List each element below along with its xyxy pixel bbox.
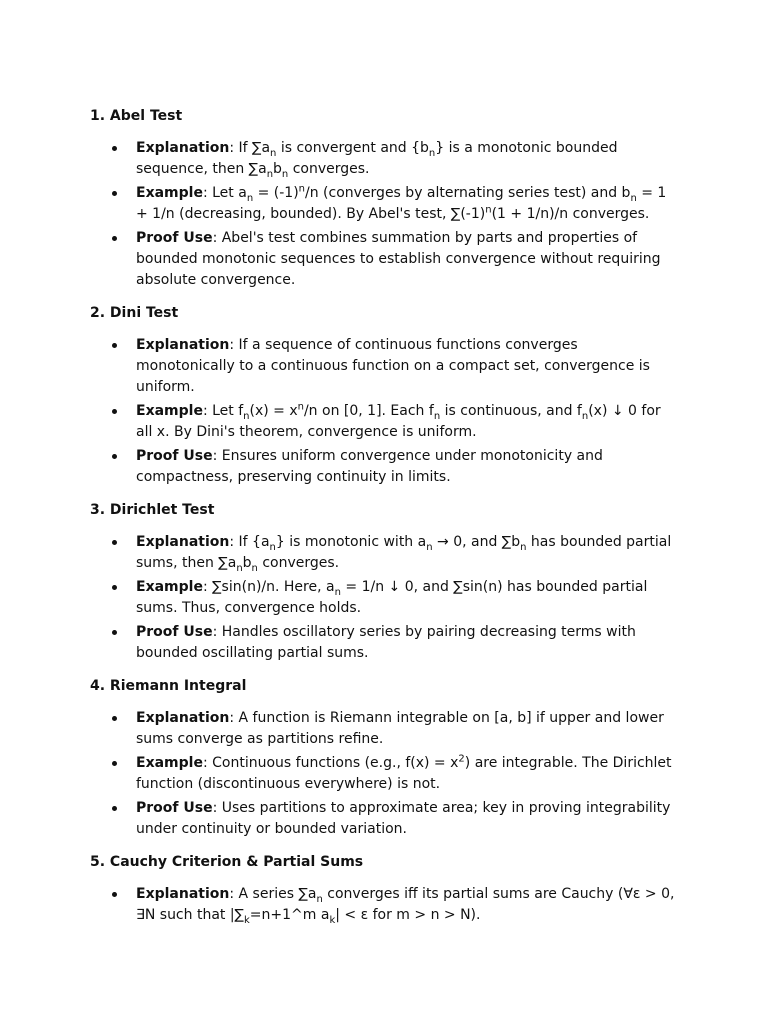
item-label: Explanation — [136, 140, 230, 156]
item-text: : A function is Riemann integrable on [a, b] if upper and lower sums converge as partitions refine. — [136, 710, 664, 747]
list-item — [90, 532, 678, 574]
section-title: 5. Cauchy Criterion & Partial Sums — [90, 854, 364, 870]
list-item — [90, 335, 678, 398]
item-text: : Abel's test combines summation by parts and properties of bounded monotonic sequences to establish convergence without requiring absolute convergence. — [136, 230, 661, 288]
item-label: Proof Use — [136, 448, 213, 464]
list-item — [90, 228, 678, 291]
list-item — [90, 884, 678, 926]
item-label: Example — [136, 185, 203, 201]
item-label: Proof Use — [136, 230, 213, 246]
item-text: : Uses partitions to approximate area; key in proving integrability under continuity or bounded variation. — [136, 800, 671, 837]
bullet-list — [90, 532, 678, 664]
item-label: Example — [136, 403, 203, 419]
list-item — [90, 708, 678, 750]
section-title: 3. Dirichlet Test — [90, 502, 215, 518]
item-text: : Continuous functions (e.g., $f(x) = x^2$) are integrable. The Dirichlet function (discontinuous everywhere) is not. — [136, 753, 672, 792]
item-text: : If $\sum a_n$ is convergent and $\{b_n\}$ is a monotonic bounded sequence, then $\sum a_nb_n$ converges. — [136, 140, 618, 180]
item-label: Proof Use — [136, 800, 213, 816]
item-text: : If a sequence of continuous functions converges monotonically to a continuous function on a compact set, convergence is uniform. — [136, 337, 650, 395]
list-item — [90, 753, 678, 795]
item-text: : Ensures uniform convergence under monotonicity and compactness, preserving continuity in limits. — [136, 448, 603, 485]
item-text: : ∑sin(n)/n. Here, $a_n = 1/n$ ↓ 0, and ∑sin(n) has bounded partial sums. Thus, convergence holds. — [136, 579, 648, 616]
item-text: : Handles oscillatory series by pairing decreasing terms with bounded oscillating partial sums. — [136, 624, 636, 661]
list-item — [90, 446, 678, 488]
list-item — [90, 183, 678, 225]
item-text: : Let $a_n = (-1)^n/n$ (converges by alternating series test) and $b_n = 1 + 1/n$ (decreasing, bounded). By Abel's test, $\sum(-1)^n(1 + 1/n)/n$ converges. — [136, 183, 667, 222]
item-text: : Let $f_n(x) = x^n/n$ on [0, 1]. Each $f_n$ is continuous, and $f_n(x)$ ↓ 0 for all x. By Dini's theorem, convergence is uniform. — [136, 401, 661, 440]
bullet-list — [90, 335, 678, 488]
list-item — [90, 401, 678, 443]
list-item — [90, 577, 678, 619]
item-text: : A series $\sum a_n$ converges iff its partial sums are Cauchy (∀ε > 0, ∃N such that $|\sum_k=n+1\^{}m$ $a_k| < \varepsilon$ for m > n > N). — [136, 886, 675, 926]
bullet-list — [90, 884, 678, 926]
bullet-list — [90, 138, 678, 291]
item-label: Explanation — [136, 534, 230, 550]
item-label: Explanation — [136, 886, 230, 902]
item-text: : If $\{a_n\}$ is monotonic with $a_n \to 0$, and $\sum b_n$ has bounded partial sums, then $\sum a_nb_n$ converges. — [136, 534, 672, 574]
bullet-list — [90, 708, 678, 840]
list-item — [90, 622, 678, 664]
item-label: Example — [136, 579, 203, 595]
section-title: 1. Abel Test — [90, 108, 183, 124]
item-label: Example — [136, 755, 203, 771]
list-item — [90, 138, 678, 180]
item-label: Proof Use — [136, 624, 213, 640]
item-label: Explanation — [136, 710, 230, 726]
item-label: Explanation — [136, 337, 230, 353]
list-item — [90, 798, 678, 840]
section-title: 4. Riemann Integral — [90, 678, 247, 694]
section-title: 2. Dini Test — [90, 305, 179, 321]
